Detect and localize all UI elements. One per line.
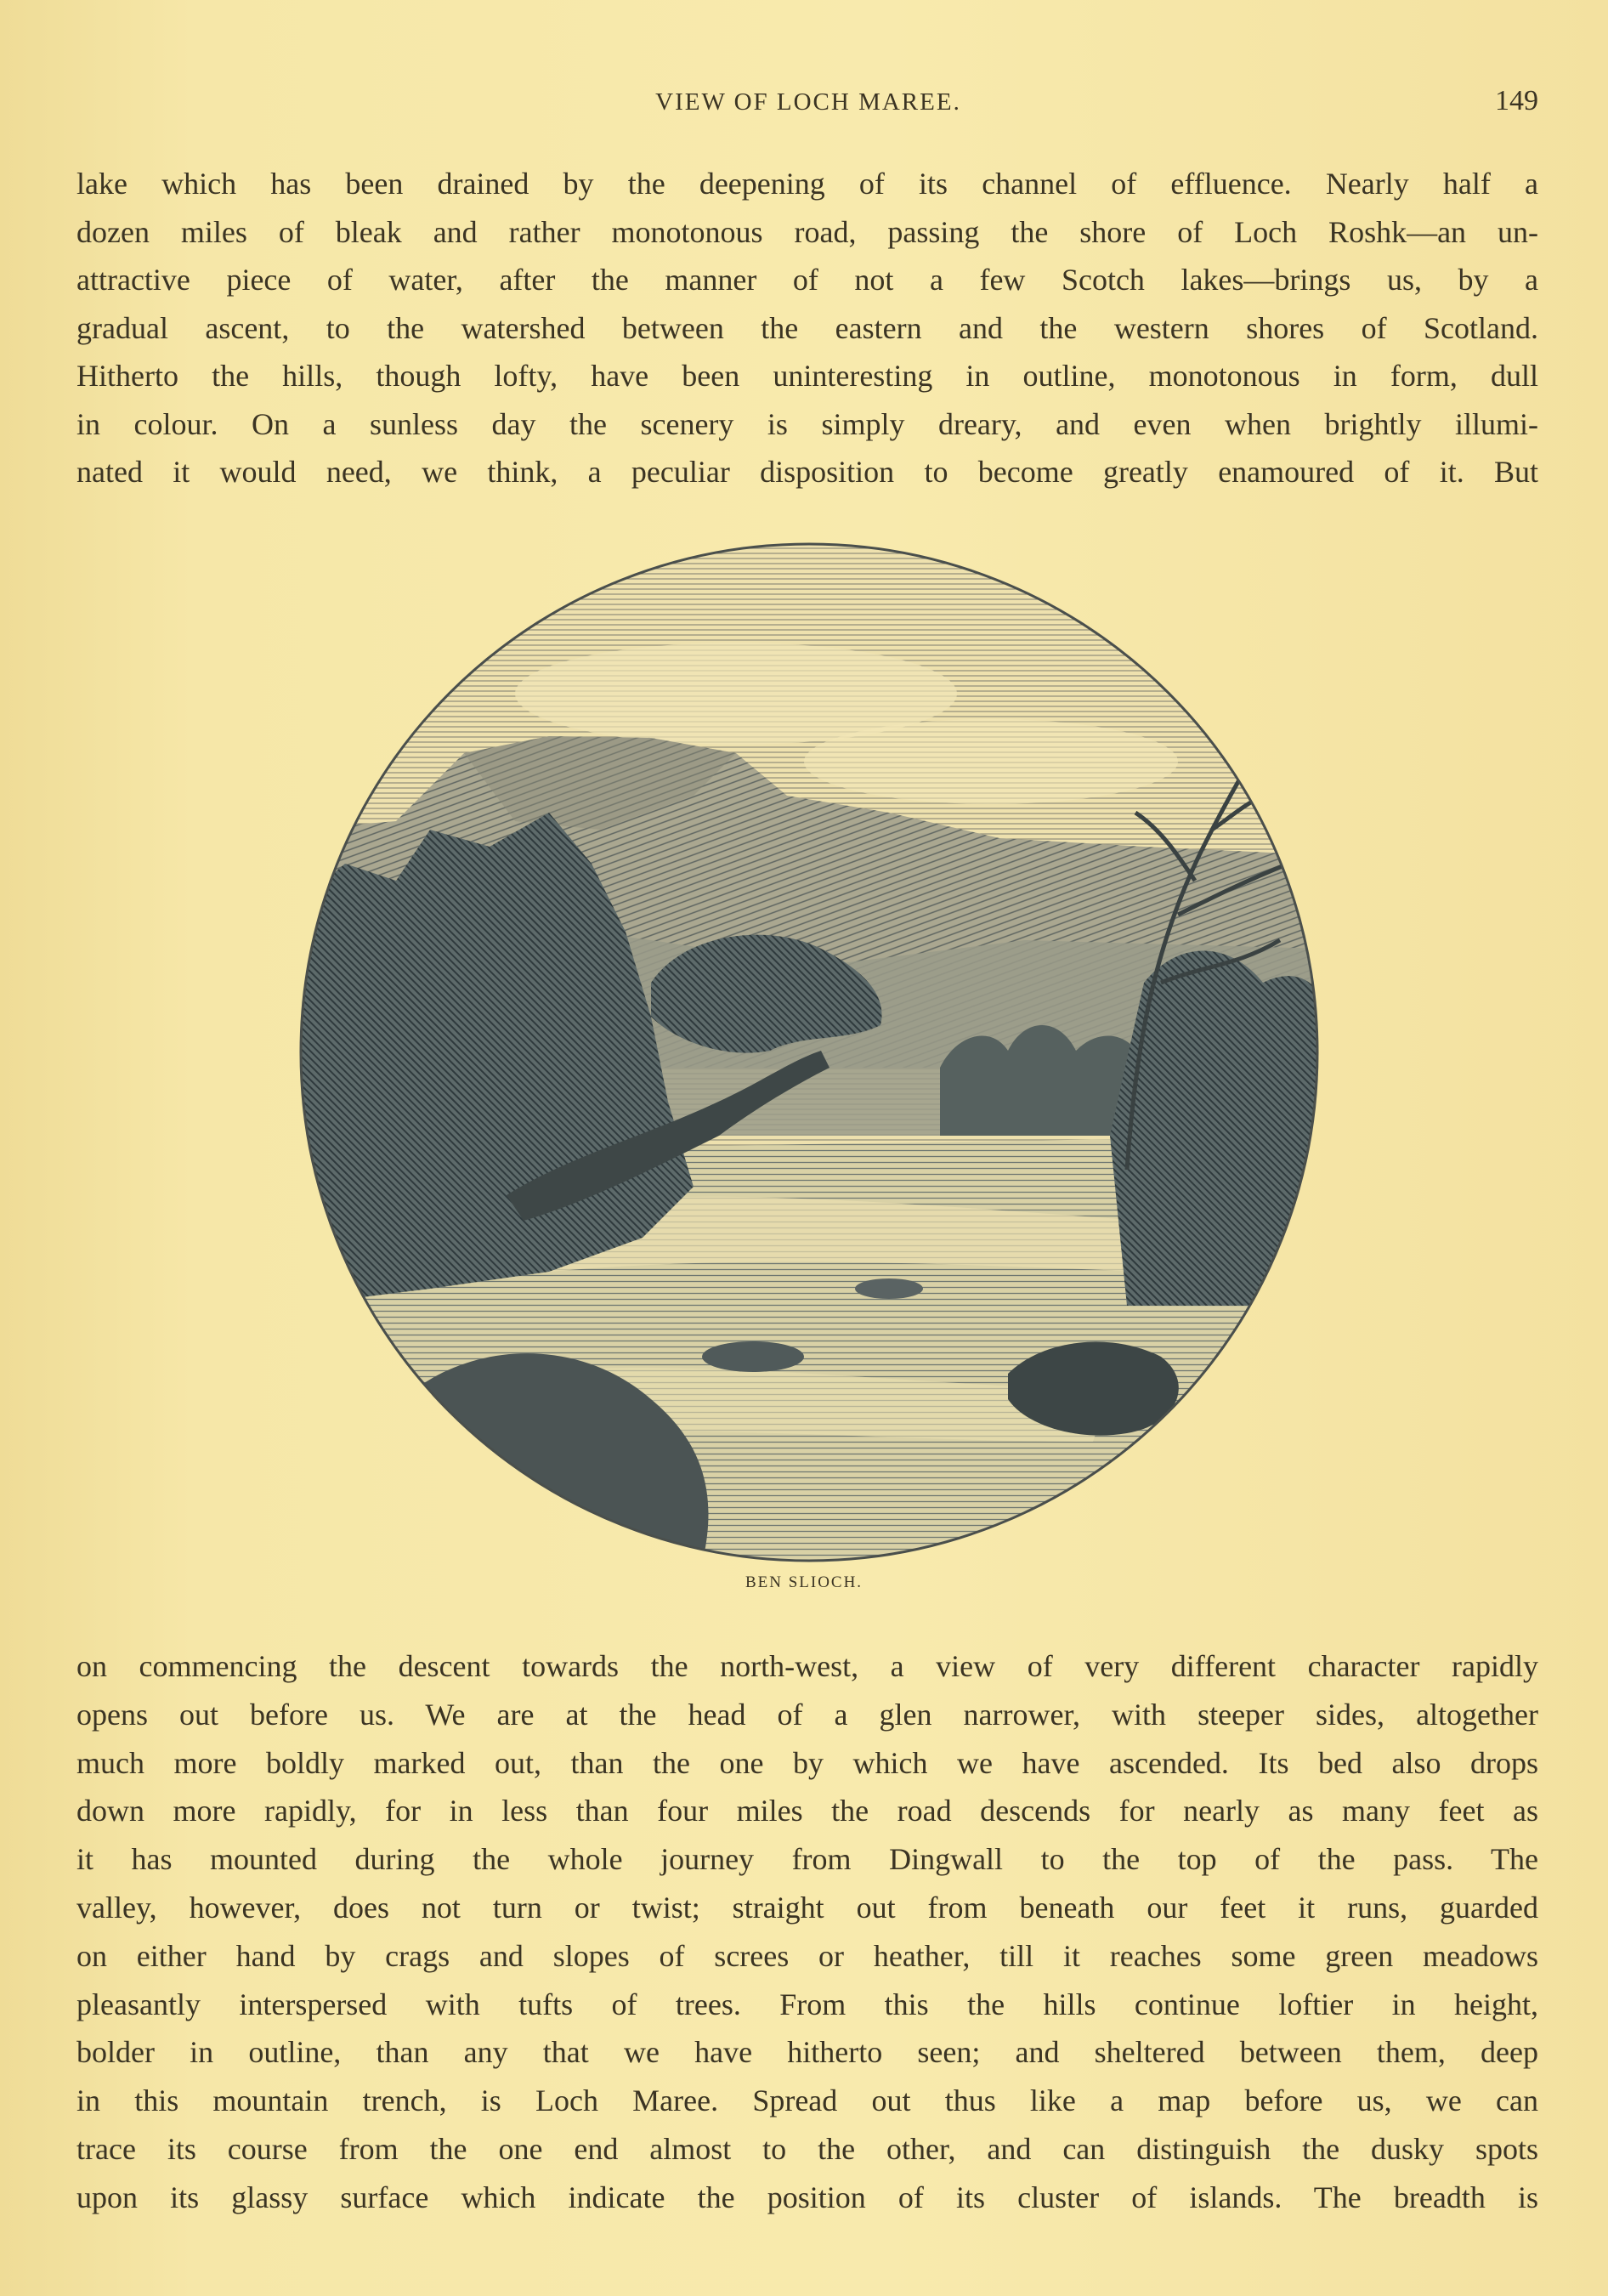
text-line: Hitherto the hills, though lofty, have been uninteresting in outline, monotonous in form, dull bbox=[76, 359, 1538, 393]
running-head: VIEW OF LOCH MAREE. bbox=[655, 88, 961, 116]
text-line: dozen miles of bleak and rather monotonous road, passing the shore of Loch Roshk—an un- bbox=[76, 214, 1538, 249]
text-line: opens out before us. We are at the head of a glen narrower, with steeper sides, altogether bbox=[76, 1697, 1538, 1732]
page-number: 149 bbox=[1495, 85, 1538, 116]
text-line: gradual ascent, to the watershed between the eastern and the western shores of Scotland. bbox=[76, 310, 1538, 345]
text-line: nated it would need, we think, a peculiar disposition to become greatly enamoured of it. But bbox=[76, 455, 1538, 489]
text-line: it has mounted during the whole journey from Dingwall to the top of the pass. The bbox=[76, 1842, 1538, 1877]
text-line: upon its glassy surface which indicate the position of its cluster of islands. The breadth is bbox=[76, 2180, 1538, 2214]
text-line: lake which has been drained by the deepening of its channel of effluence. Nearly half a bbox=[76, 167, 1538, 201]
bottom-paragraph bbox=[76, 1642, 1538, 2222]
text-line: pleasantly interspersed with tufts of trees. From this the hills continue loftier in height, bbox=[76, 1987, 1538, 2021]
text-line: on either hand by crags and slopes of screes or heather, till it reaches some green meadows bbox=[76, 1938, 1538, 1973]
text-line: trace its course from the one end almost to the other, and can distinguish the dusky spots bbox=[76, 2131, 1538, 2166]
text-line: attractive piece of water, after the manner of not a few Scotch lakes—brings us, by a bbox=[76, 263, 1538, 297]
text-line: much more boldly marked out, than the one by which we have ascended. Its bed also drops bbox=[76, 1745, 1538, 1780]
figure-caption: BEN SLIOCH. bbox=[745, 1573, 863, 1591]
text-line: down more rapidly, for in less than four miles the road descends for nearly as many feet as bbox=[76, 1794, 1538, 1828]
top-paragraph bbox=[76, 160, 1538, 496]
text-line: on commencing the descent towards the north-west, a view of very different character rapidly bbox=[76, 1649, 1538, 1683]
text-line: bolder in outline, than any that we have hitherto seen; and sheltered between them, deep bbox=[76, 2035, 1538, 2070]
page-header bbox=[78, 82, 1538, 133]
text-line: in this mountain trench, is Loch Maree. Spread out thus like a map before us, we can bbox=[76, 2083, 1538, 2118]
engraving-illustration bbox=[294, 541, 1324, 1564]
text-line: valley, however, does not turn or twist; straight out from beneath our feet it runs, guarded bbox=[76, 1890, 1538, 1925]
text-line: in colour. On a sunless day the scenery is simply dreary, and even when brightly illumi- bbox=[76, 406, 1538, 441]
